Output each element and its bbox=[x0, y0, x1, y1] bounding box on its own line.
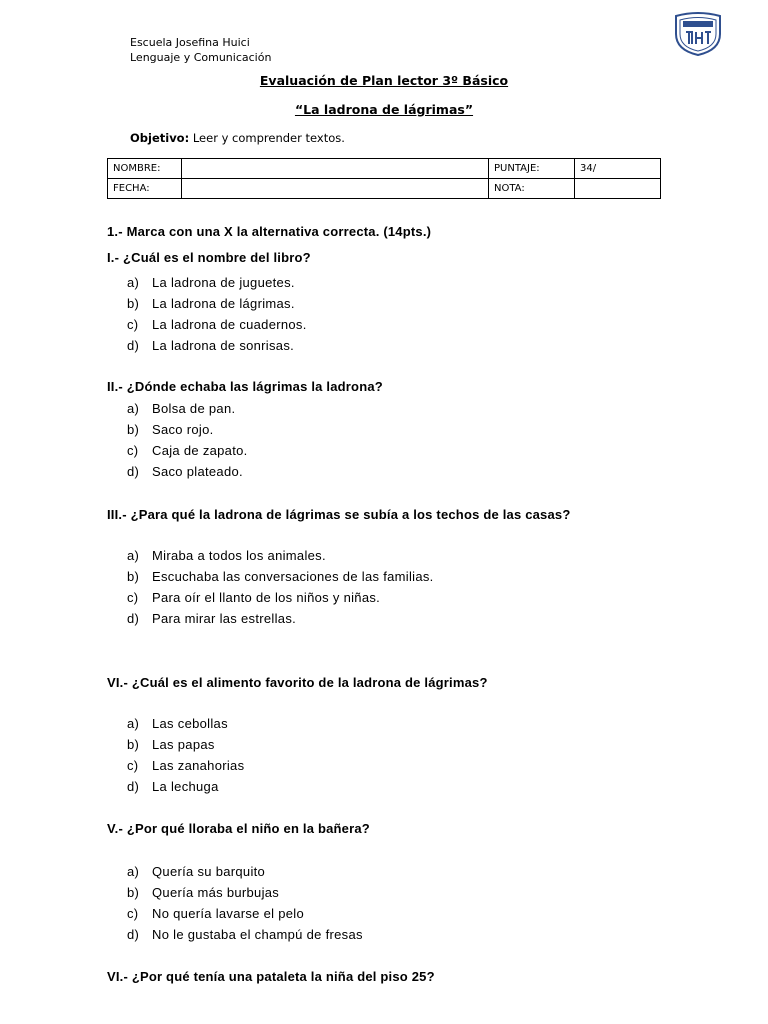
list-item[interactable]: a) Miraba a todos los animales. bbox=[127, 548, 326, 563]
list-item[interactable]: a) Bolsa de pan. bbox=[127, 401, 236, 416]
list-item[interactable]: d) La ladrona de sonrisas. bbox=[127, 338, 295, 353]
list-item[interactable]: c) Caja de zapato. bbox=[127, 443, 248, 458]
list-item[interactable]: d) No le gustaba el champú de fresas bbox=[127, 927, 363, 942]
question-2-options bbox=[127, 398, 248, 482]
list-item[interactable]: a) Quería su barquito bbox=[127, 864, 266, 879]
fecha-field[interactable] bbox=[182, 179, 489, 199]
list-item[interactable]: c) No quería lavarse el pelo bbox=[127, 906, 305, 921]
student-info-table bbox=[107, 158, 661, 199]
nombre-field[interactable] bbox=[182, 159, 489, 179]
nombre-label: NOMBRE: bbox=[108, 159, 182, 179]
question-6: VI.- ¿Por qué tenía una pataleta la niña del piso 25? bbox=[107, 969, 435, 984]
list-item[interactable]: b) Quería más burbujas bbox=[127, 885, 280, 900]
question-3: III.- ¿Para qué la ladrona de lágrimas se subía a los techos de las casas? bbox=[107, 507, 571, 522]
question-1-options bbox=[127, 272, 307, 356]
question-3-options bbox=[127, 545, 434, 629]
list-item[interactable]: d) La lechuga bbox=[127, 779, 219, 794]
question-4-options bbox=[127, 713, 244, 797]
list-item[interactable]: c) La ladrona de cuadernos. bbox=[127, 317, 307, 332]
list-item[interactable]: b) La ladrona de lágrimas. bbox=[127, 296, 295, 311]
subject-name: Lenguaje y Comunicación bbox=[130, 51, 272, 64]
puntaje-value[interactable]: 34/ bbox=[575, 159, 661, 179]
list-item[interactable]: c) Las zanahorias bbox=[127, 758, 245, 773]
school-header bbox=[130, 35, 271, 65]
objective-text: Leer y comprender textos. bbox=[189, 131, 345, 145]
fecha-label: FECHA: bbox=[108, 179, 182, 199]
page-title: Evaluación de Plan lector 3º Básico bbox=[259, 73, 509, 88]
question-5-options bbox=[127, 861, 363, 945]
list-item[interactable]: b) Las papas bbox=[127, 737, 215, 752]
list-item[interactable]: b) Escuchaba las conversaciones de las familias. bbox=[127, 569, 434, 584]
objective-label: Objetivo: bbox=[130, 131, 190, 145]
nota-label: NOTA: bbox=[489, 179, 575, 199]
list-item[interactable]: d) Saco plateado. bbox=[127, 464, 243, 479]
question-1: I.- ¿Cuál es el nombre del libro? bbox=[107, 250, 311, 265]
question-5: V.- ¿Por qué lloraba el niño en la bañera? bbox=[107, 821, 370, 836]
list-item[interactable]: d) Para mirar las estrellas. bbox=[127, 611, 297, 626]
question-4: VI.- ¿Cuál es el alimento favorito de la ladrona de lágrimas? bbox=[107, 675, 488, 690]
school-logo bbox=[672, 12, 724, 56]
book-title: “La ladrona de lágrimas” bbox=[294, 102, 474, 117]
instruction: 1.- Marca con una X la alternativa correcta. (14pts.) bbox=[107, 224, 432, 239]
school-name: Escuela Josefina Huici bbox=[130, 36, 250, 49]
objective bbox=[130, 131, 345, 145]
list-item[interactable]: a) Las cebollas bbox=[127, 716, 228, 731]
question-2: II.- ¿Dónde echaba las lágrimas la ladrona? bbox=[107, 379, 383, 394]
list-item[interactable]: b) Saco rojo. bbox=[127, 422, 214, 437]
shield-icon bbox=[672, 12, 724, 56]
list-item[interactable]: a) La ladrona de juguetes. bbox=[127, 275, 295, 290]
nota-field[interactable] bbox=[575, 179, 661, 199]
list-item[interactable]: c) Para oír el llanto de los niños y niñas. bbox=[127, 590, 381, 605]
puntaje-label: PUNTAJE: bbox=[489, 159, 575, 179]
